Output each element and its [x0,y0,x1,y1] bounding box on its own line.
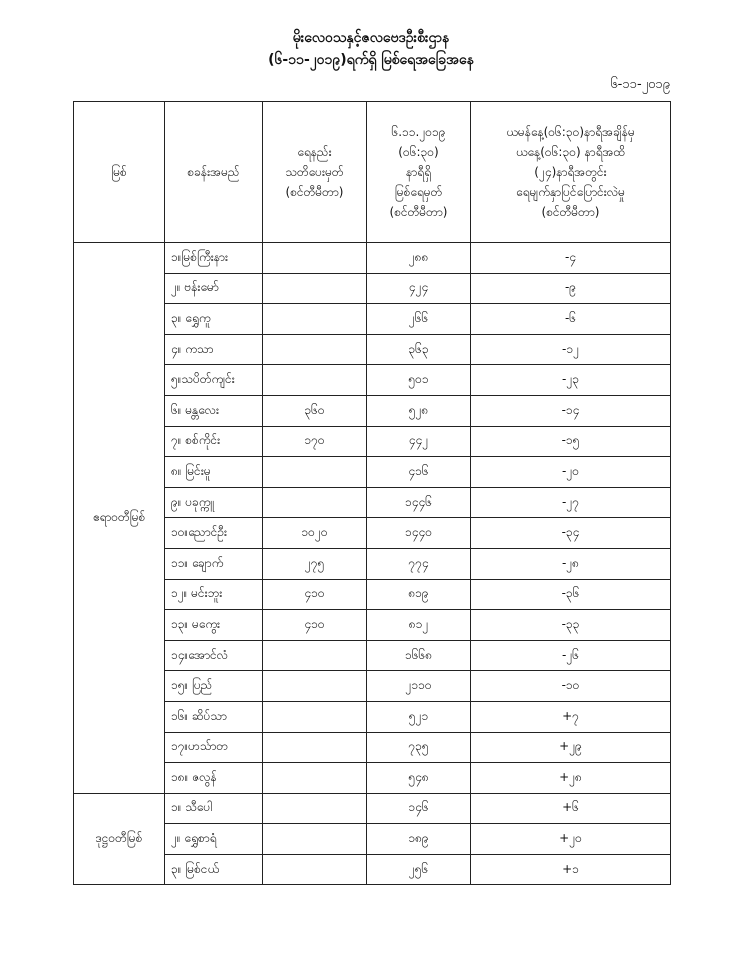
river-level-table [73,101,671,885]
water-level-cell: ၁၄၄၀ [367,518,471,549]
danger-level-cell [263,854,367,885]
danger-level-cell [263,763,367,794]
danger-level-cell [263,334,367,365]
danger-level-cell [263,273,367,304]
station-cell: ၃။ ရွှေကူ [165,304,263,335]
station-cell: ၇။ စစ်ကိုင်း [165,426,263,457]
change-cell: -၆ [471,304,671,335]
change-cell: -၁၅ [471,426,671,457]
water-level-cell: ၇၇၄ [367,548,471,579]
water-level-cell: ၈၁၂ [367,610,471,641]
change-cell: +၆ [471,793,671,824]
danger-level-cell [263,243,367,274]
change-cell: -၃၆ [471,579,671,610]
water-level-cell: ၅၂၁ [367,701,471,732]
station-cell: ၉။ ပခုက္ကူ [165,487,263,518]
change-cell: -၂၈ [471,548,671,579]
change-cell: -၂၇ [471,487,671,518]
water-level-cell: ၁၈၉ [367,824,471,855]
water-level-cell: ၇၃၅ [367,732,471,763]
page-subtitle: (၆-၁၁-၂၀၁၉)ရက်ရှိ မြစ်ရေအခြေအနေ [268,52,474,68]
table-row [74,793,671,824]
danger-level-cell [263,457,367,488]
water-level-cell: ၃၆၃ [367,334,471,365]
station-cell: ၃။ မြစ်ငယ် [165,854,263,885]
water-level-cell: ၂၆၆ [367,304,471,335]
change-cell: -၂၀ [471,457,671,488]
change-cell: -၁၄ [471,395,671,426]
water-level-cell: ၄၄၂ [367,426,471,457]
table-body [74,243,671,885]
station-cell: ၁၅။ ပြည် [165,671,263,702]
table-row [74,243,671,274]
water-level-cell: ၅၄၈ [367,763,471,794]
station-cell: ၁၃။ မကွေး [165,610,263,641]
change-cell: +၁ [471,854,671,885]
change-cell: +၇ [471,701,671,732]
page-title: မိုးလေဝသနှင့်ဇလဗေဒဦးစီးဌာန [292,30,450,46]
station-cell: ၁။မြစ်ကြီးနား [165,243,263,274]
river-name-cell: ဧရာဝတီမြစ် [74,243,165,794]
station-cell: ၁၀။ညောင်ဦး [165,518,263,549]
header-water-level: ၆.၁၁.၂၀၁၉ (၀၆:၃၀) နာရီရှိ မြစ်ရေမှတ် (စင်တီမီတာ) [367,102,471,243]
station-cell: ၈။ မြင်းမူ [165,457,263,488]
danger-level-cell: ၃၆၀ [263,395,367,426]
header-danger-level: ရေနည်း သတိပေးမှတ် (စင်တီမီတာ) [263,102,367,243]
station-cell: ၁၈။ ဇလွန် [165,763,263,794]
danger-level-cell [263,304,367,335]
danger-level-cell [263,671,367,702]
station-cell: ၂။ ဗန်းမော် [165,273,263,304]
table-header-row [74,102,671,243]
water-level-cell: ၂၁၁၀ [367,671,471,702]
station-cell: ၆။ မန္တလေး [165,395,263,426]
water-level-cell: ၁၄၆ [367,793,471,824]
danger-level-cell: ၁၇၀ [263,426,367,457]
danger-level-cell [263,365,367,396]
danger-level-cell [263,487,367,518]
header-river: မြစ် [74,102,165,243]
change-cell: +၂၈ [471,763,671,794]
water-level-cell: ၅၂၈ [367,395,471,426]
danger-level-cell: ၄၁၀ [263,579,367,610]
change-cell: -၂၃ [471,365,671,396]
station-cell: ၄။ ကသာ [165,334,263,365]
station-cell: ၁၄။အောင်လံ [165,640,263,671]
water-level-cell: ၂၅၆ [367,854,471,885]
station-cell: ၁၆။ ဆိပ်သာ [165,701,263,732]
change-cell: -၃၃ [471,610,671,641]
station-cell: ၁၁။ ချောက် [165,548,263,579]
station-cell: ၁၇။ဟသ်ာတ [165,732,263,763]
water-level-cell: ၁၄၄၆ [367,487,471,518]
water-level-cell: ၄၁၆ [367,457,471,488]
change-cell: -၄ [471,243,671,274]
water-level-cell: ၅၀၁ [367,365,471,396]
change-cell: -၁၂ [471,334,671,365]
change-cell: -၂၆ [471,640,671,671]
header-station: စခန်းအမည် [165,102,263,243]
change-cell: -၃၄ [471,518,671,549]
header-change: ယမန်နေ့(၀၆:၃၀)နာရီအချိန်မှ ယနေ့(၀၆:၃၀) နာရီအထိ (၂၄)နာရီအတွင်း ရေမျက်နှာပြင်ပြောင်းလဲမှု (စင်တီမီတာ) [471,102,671,243]
station-cell: ၅။သပိတ်ကျင်း [165,365,263,396]
change-cell: -၉ [471,273,671,304]
danger-level-cell [263,732,367,763]
station-cell: ၁၂။ မင်းဘူး [165,579,263,610]
danger-level-cell [263,640,367,671]
danger-level-cell [263,793,367,824]
report-date: ၆-၁၁-၂၀၁၉ [610,77,670,92]
change-cell: +၂၉ [471,732,671,763]
danger-level-cell: ၁၀၂၀ [263,518,367,549]
station-cell: ၂။ ရွှေစာရံ [165,824,263,855]
danger-level-cell [263,701,367,732]
station-cell: ၁။ သီပေါ [165,793,263,824]
river-name-cell: ဒုဋ္ဌဝတီမြစ် [74,793,165,885]
water-level-cell: ၁၆၆၈ [367,640,471,671]
water-level-cell: ၈၁၉ [367,579,471,610]
danger-level-cell: ၄၁၀ [263,610,367,641]
danger-level-cell [263,824,367,855]
change-cell: -၁၀ [471,671,671,702]
water-level-cell: ၂၈၈ [367,243,471,274]
change-cell: +၂၀ [471,824,671,855]
water-level-cell: ၄၂၄ [367,273,471,304]
danger-level-cell: ၂၇၅ [263,548,367,579]
